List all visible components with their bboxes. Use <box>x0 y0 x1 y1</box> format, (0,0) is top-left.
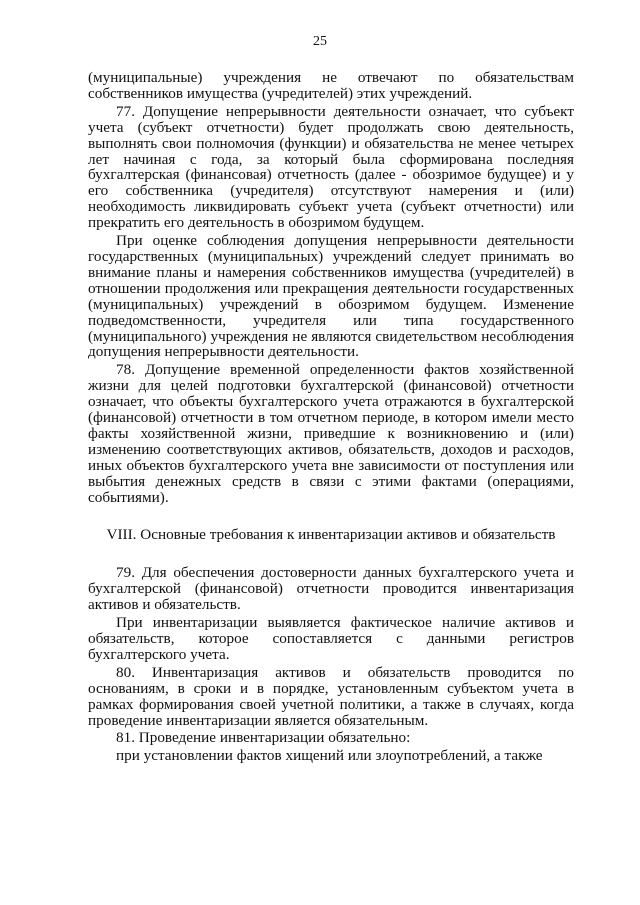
paragraph-77: 77. Допущение непрерывности деятельности означает, что субъект учета (субъект отчетности) будет продолжать свою деятельность, выполнять свои полномочия (функции) и обязательства не менее четырех лет начиная с года, за который была сформирована последняя бухгалтерская (финансовая) отчетность (далее - обозримое будущее) и у его собственника (учредителя) отсутствуют намерения и (или) необходимость ликвидировать субъект учета (субъект отчетности) или прекратить его деятельность в обозримом будущем. <box>88 102 574 232</box>
paragraph-79-inventory: При инвентаризации выявляется фактическое наличие активов и обязательств, которое сопоставляется с данными регистров бухгалтерского учета. <box>88 614 574 663</box>
paragraph-81: 81. Проведение инвентаризации обязательно: <box>116 729 411 747</box>
paragraph-77-assessment: При оценке соблюдения допущения непрерывности деятельности государственных (муниципальных) учреждений следует принимать во внимание планы и намерения собственников имущества (учредителей) в отношении продолжения или прекращения деятельности государственных (муниципальных) учреждений в обозримом будущем. Изменение подведомственности, учредителя или типа государственного (муниципального) учреждения не являются свидетельством несоблюдения допущения непрерывности деятельности. <box>88 232 574 361</box>
paragraph-80: 80. Инвентаризация активов и обязательств проводится по основаниям, в сроки и в порядке, установленным субъектом учета в рамках формирования своей учетной политики, а также в случаях, когда проведение инвентаризации является обязательным. <box>88 663 574 729</box>
paragraph-78: 78. Допущение временной определенности фактов хозяйственной жизни для целей подготовки бухгалтерской (финансовой) отчетности означает, что объекты бухгалтерского учета отражаются в бухгалтерской (финансовой) отчетности в том отчетном периоде, в котором имели место факты хозяйственной жизни, приведшие к возникновению и (или) изменению соответствующих активов, обязательств, доходов и расходов, иных объектов бухгалтерского учета вне зависимости от поступления или выбытия денежных средств в связи с этими фактами (операциями, событиями). <box>88 361 574 506</box>
paragraph-continuation: (муниципальные) учреждения не отвечают по обязательствам собственников имущества (учредителей) этих учреждений. <box>88 69 574 102</box>
paragraph-79: 79. Для обеспечения достоверности данных бухгалтерского учета и бухгалтерской (финансовой) отчетности проводится инвентаризация активов и обязательств. <box>88 564 574 614</box>
paragraph-81-item: при установлении фактов хищений или злоупотреблений, а также <box>116 747 543 765</box>
section-heading-viii: VIII. Основные требования к инвентаризации активов и обязательств <box>106 526 556 544</box>
document-body <box>88 70 574 766</box>
page-number: 25 <box>313 34 327 49</box>
